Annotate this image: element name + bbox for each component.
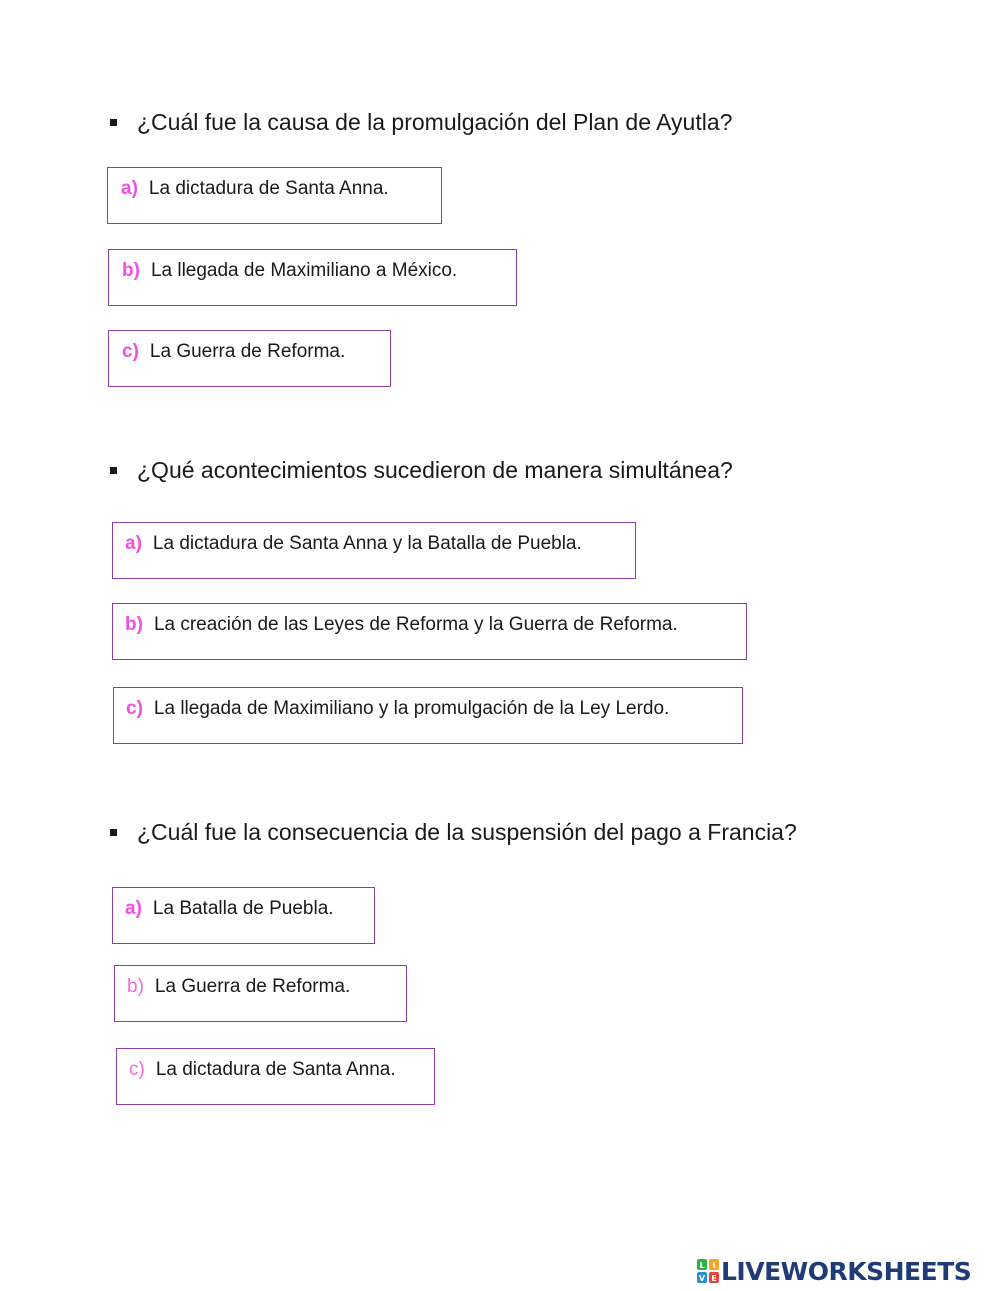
option-text: La dictadura de Santa Anna. bbox=[148, 178, 389, 199]
answer-option-1b[interactable] bbox=[108, 249, 517, 306]
answer-option-2a[interactable] bbox=[112, 522, 636, 579]
option-letter: a) bbox=[125, 533, 142, 554]
answer-option-3b[interactable] bbox=[114, 965, 407, 1022]
question-text: ¿Qué acontecimientos sucedieron de manera simultánea? bbox=[137, 457, 733, 483]
option-text: La Guerra de Reforma. bbox=[149, 341, 346, 362]
option-letter: b) bbox=[127, 976, 144, 997]
option-letter: c) bbox=[126, 698, 143, 719]
option-text: La dictadura de Santa Anna. bbox=[155, 1059, 396, 1080]
question-3 bbox=[110, 818, 797, 846]
option-letter: a) bbox=[121, 178, 138, 199]
svg-text:V: V bbox=[698, 1274, 706, 1283]
option-text: La llegada de Maximiliano a México. bbox=[150, 260, 458, 281]
answer-option-1c[interactable] bbox=[108, 330, 391, 387]
option-letter: b) bbox=[122, 260, 140, 281]
option-text: La creación de las Leyes de Reforma y la Guerra de Reforma. bbox=[153, 614, 678, 635]
question-1 bbox=[110, 108, 732, 136]
answer-option-2c[interactable] bbox=[113, 687, 743, 744]
answer-option-3a[interactable] bbox=[112, 887, 375, 944]
answer-option-3c[interactable] bbox=[116, 1048, 435, 1105]
liveworksheets-logo bbox=[697, 1257, 971, 1285]
bullet-icon bbox=[110, 467, 117, 474]
option-text: La Guerra de Reforma. bbox=[154, 976, 351, 997]
svg-text:E: E bbox=[711, 1274, 717, 1283]
logo-text: LIVEWORKSHEETS bbox=[721, 1256, 972, 1286]
answer-option-1a[interactable] bbox=[107, 167, 442, 224]
option-letter: a) bbox=[125, 898, 142, 919]
question-text: ¿Cuál fue la consecuencia de la suspensión del pago a Francia? bbox=[137, 819, 797, 845]
svg-text:L: L bbox=[699, 1261, 705, 1270]
bullet-icon bbox=[110, 119, 117, 126]
svg-text:I: I bbox=[712, 1261, 716, 1270]
option-letter: c) bbox=[122, 341, 139, 362]
option-letter: c) bbox=[129, 1059, 145, 1080]
option-letter: b) bbox=[125, 614, 143, 635]
option-text: La Batalla de Puebla. bbox=[152, 898, 334, 919]
question-text: ¿Cuál fue la causa de la promulgación del Plan de Ayutla? bbox=[137, 109, 733, 135]
liveworksheets-logo-icon bbox=[697, 1259, 719, 1283]
option-text: La llegada de Maximiliano y la promulgación de la Ley Lerdo. bbox=[153, 698, 670, 719]
bullet-icon bbox=[110, 829, 117, 836]
answer-option-2b[interactable] bbox=[112, 603, 747, 660]
option-text: La dictadura de Santa Anna y la Batalla de Puebla. bbox=[152, 533, 582, 554]
question-2 bbox=[110, 456, 733, 484]
